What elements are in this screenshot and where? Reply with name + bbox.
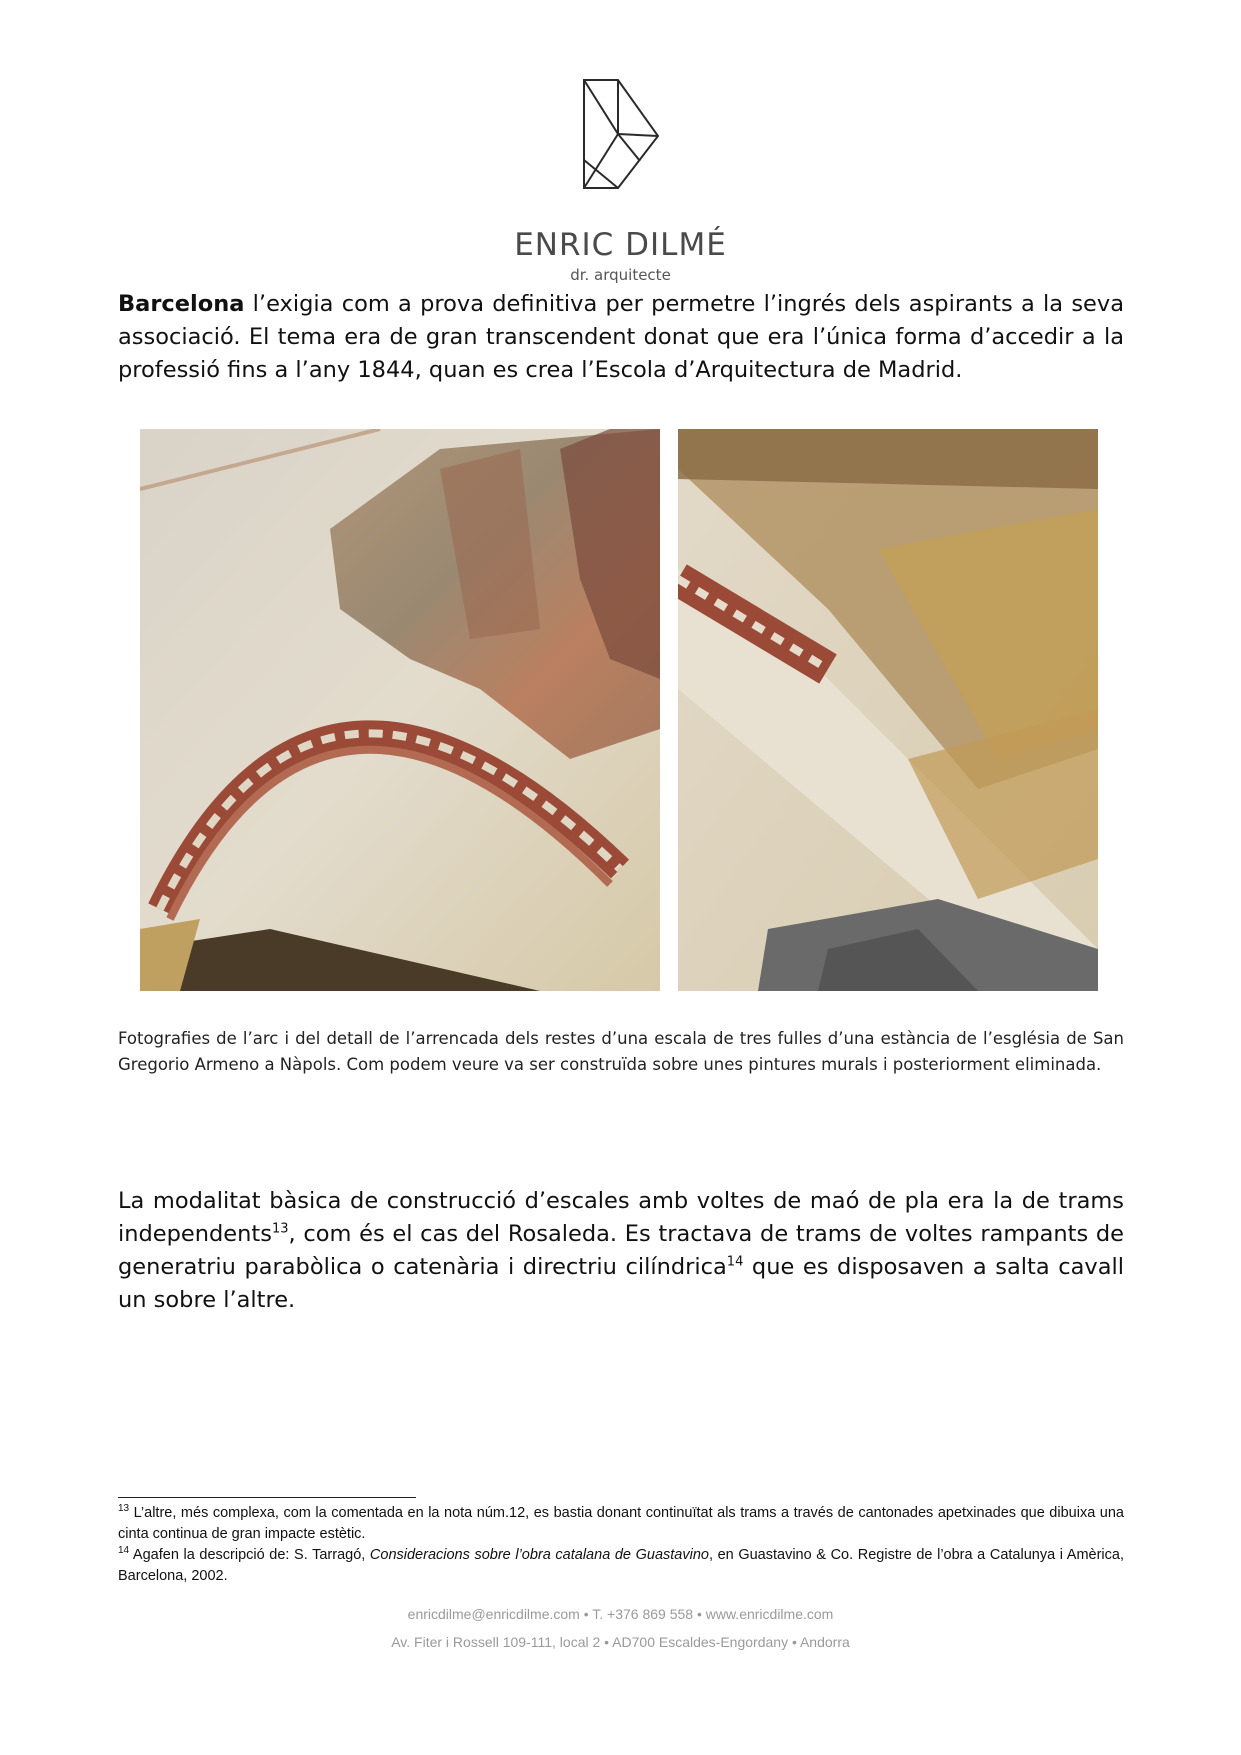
- footer-contact: enricdilme@enricdilme.com • T. +376 869 558 • www.enricdilme.com: [407, 1606, 834, 1622]
- footnote-14-text-before: Agafen la descripció de: S. Tarragó,: [129, 1547, 370, 1563]
- footnote-ref-13[interactable]: 13: [271, 1221, 289, 1237]
- footnote-14-title: Consideracions sobre l’obra catalana de Guastavino: [369, 1547, 709, 1563]
- footnote-14-text-after: , en Guastavino & Co. Registre de l’obra a Catalunya i Amèrica, Barcelona, 2002.: [118, 1547, 1124, 1584]
- paragraph-stairs-part2: , com és el cas del Rosaleda. Es tractava de trams de voltes rampants de generatriu parabòlica o catenària i directriu cilíndrica: [118, 1221, 1124, 1280]
- paragraph-intro: [118, 288, 1124, 387]
- bold-lead: Barcelona: [118, 291, 245, 317]
- footnote-14: [118, 1545, 1124, 1587]
- paragraph-intro-text: l’exigia com a prova definitiva per permetre l’ingrés dels aspirants a la seva associació. El tema era de gran transcendent donat que era l’única forma d’accedir a la professió fins a l’any 1844, quan es crea l’Escola d’Arquitectura de Madrid.: [118, 291, 1124, 383]
- footnote-divider: [118, 1497, 416, 1498]
- footnotes: [118, 1503, 1124, 1587]
- brand-subtitle: dr. arquitecte: [570, 266, 671, 284]
- arch-photo: [140, 429, 660, 991]
- enric-dilme-logo-icon: [580, 76, 664, 192]
- photo-caption: Fotografies de l’arc i del detall de l’arrencada dels restes d’una escala de tres fulles d’una estància de l’església de San Gregorio Armeno a Nàpols. Com podem veure va ser construïda sobre unes pintures murals i posteriorment eliminada.: [118, 1029, 1124, 1074]
- footnote-14-number: 14: [118, 1545, 130, 1557]
- arch-detail-photo: [678, 429, 1098, 991]
- brand-name: ENRIC DILMÉ: [514, 227, 727, 263]
- paragraph-stairs-part3: que es disposaven a salta cavall un sobre l’altre.: [118, 1254, 1124, 1313]
- paragraph-stairs-part1: La modalitat bàsica de construcció d’escales amb voltes de maó de pla era la de trams independents: [118, 1188, 1124, 1247]
- paragraph-stairs: [118, 1185, 1124, 1317]
- footnote-ref-14[interactable]: 14: [726, 1254, 744, 1270]
- footnote-13: [118, 1503, 1124, 1545]
- footnote-13-number: 13: [118, 1503, 130, 1515]
- footer-address: Av. Fiter i Rossell 109-111, local 2 • AD700 Escaldes-Engordany • Andorra: [391, 1634, 850, 1650]
- footnote-13-text: L’altre, més complexa, com la comentada en la nota núm.12, es bastia donant continuïtat als trams a través de cantonades apetxinades que dibuixa una cinta continua de gran impacte estètic.: [118, 1505, 1124, 1542]
